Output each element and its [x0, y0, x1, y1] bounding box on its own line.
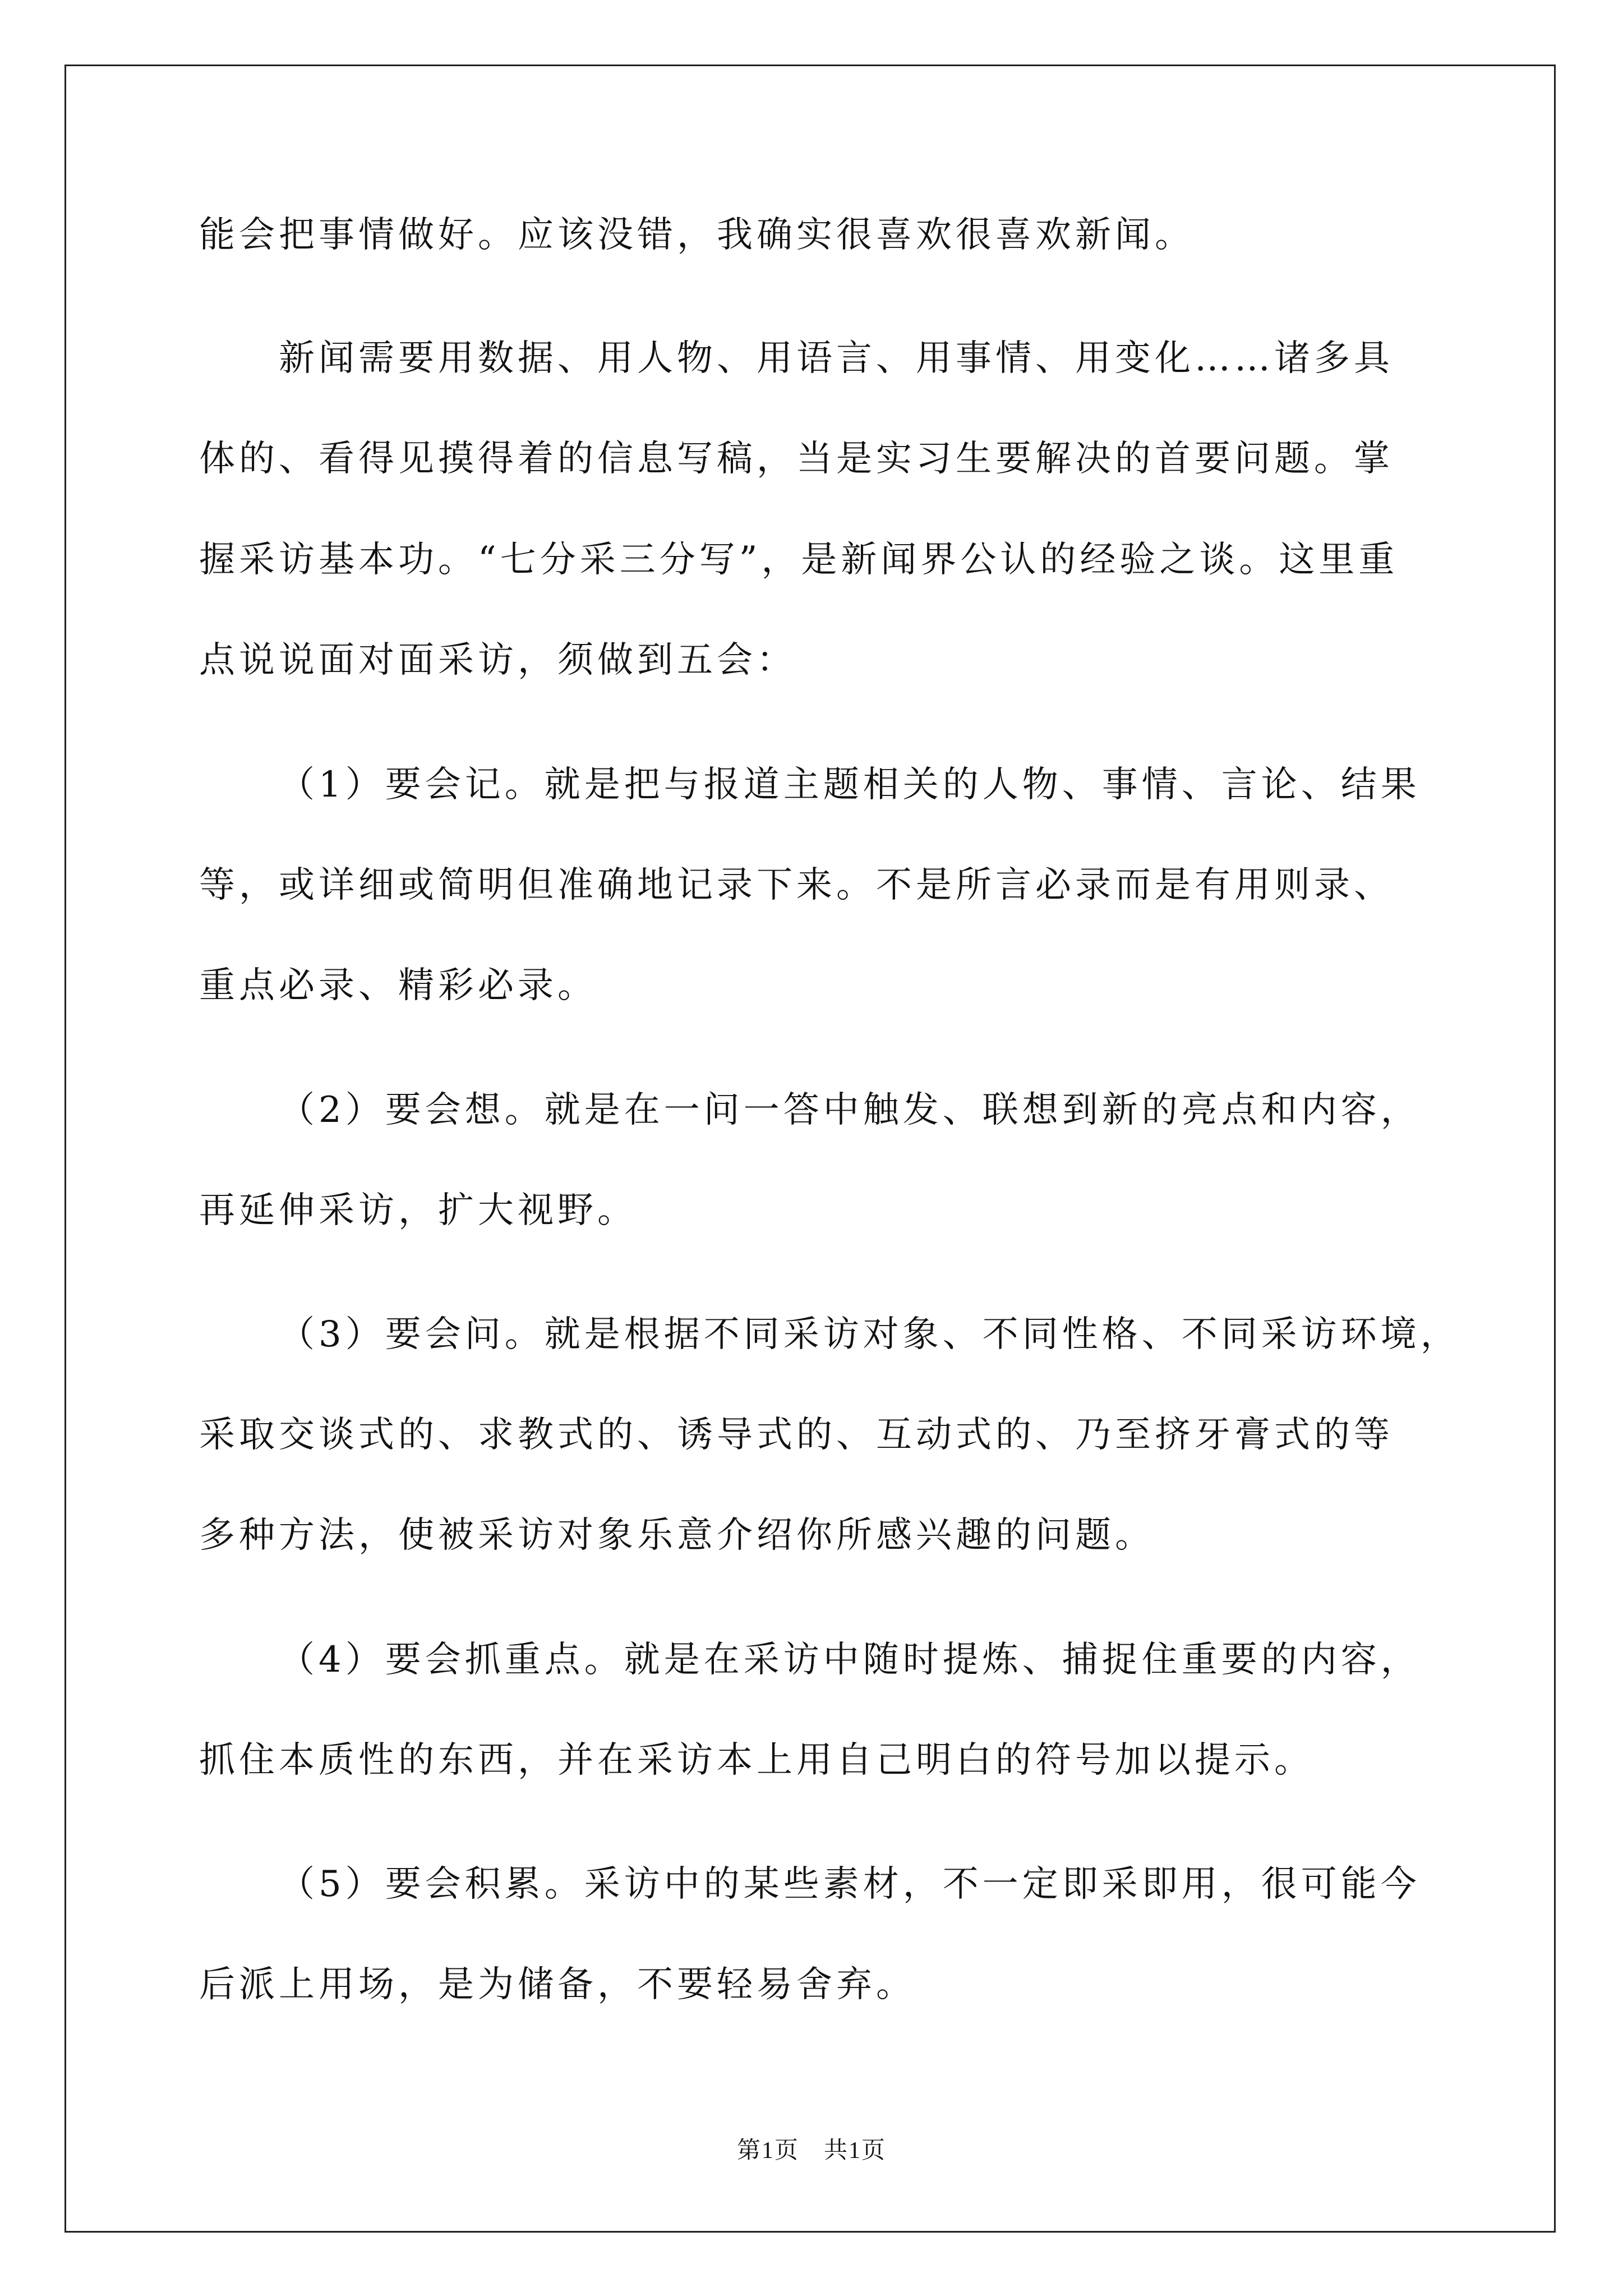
- paragraph-first-line: （4）要会抓重点。就是在采访中随时提炼、捕捉住重要的内容，: [279, 1639, 1421, 1681]
- paragraph-first-line: 新闻需要用数据、用人物、用语言、用事情、用变化……诸多具: [279, 338, 1394, 379]
- text-line: 握采访基本功。“七分采三分写”，是新闻界公认的经验之谈。这里重: [199, 539, 1399, 581]
- text-line: 采取交谈式的、求教式的、诱导式的、互动式的、乃至挤牙膏式的等: [199, 1414, 1394, 1456]
- paragraph-first-line: （3）要会问。就是根据不同采访对象、不同性格、不同采访环境，: [279, 1314, 1460, 1355]
- paragraph-first-line: （5）要会积累。采访中的某些素材，不一定即采即用，很可能今: [279, 1864, 1421, 1905]
- paragraph-first-line: （1）要会记。就是把与报道主题相关的人物、事情、言论、结果: [279, 764, 1421, 806]
- text-line: 重点必录、精彩必录。: [199, 965, 597, 1006]
- text-line: 能会把事情做好。应该没错，我确实很喜欢很喜欢新闻。: [199, 214, 1195, 256]
- paragraph-first-line: （2）要会想。就是在一问一答中触发、联想到新的亮点和内容，: [279, 1089, 1421, 1131]
- text-line: 多种方法，使被采访对象乐意介绍你所感兴趣的问题。: [199, 1515, 1155, 1556]
- text-line: 再延伸采访，扩大视野。: [199, 1190, 637, 1231]
- text-line: 点说说面对面采访，须做到五会：: [199, 639, 796, 681]
- text-line: 体的、看得见摸得着的信息写稿，当是实习生要解决的首要问题。掌: [199, 438, 1394, 480]
- text-line: 后派上用场，是为储备，不要轻易舍弃。: [199, 1964, 916, 2005]
- page-number-footer: 第1页 共1页: [736, 2138, 886, 2164]
- text-line: 抓住本质性的东西，并在采访本上用自己明白的符号加以提示。: [199, 1740, 1314, 1781]
- text-line: 等，或详细或简明但准确地记录下来。不是所言必录而是有用则录、: [199, 864, 1394, 906]
